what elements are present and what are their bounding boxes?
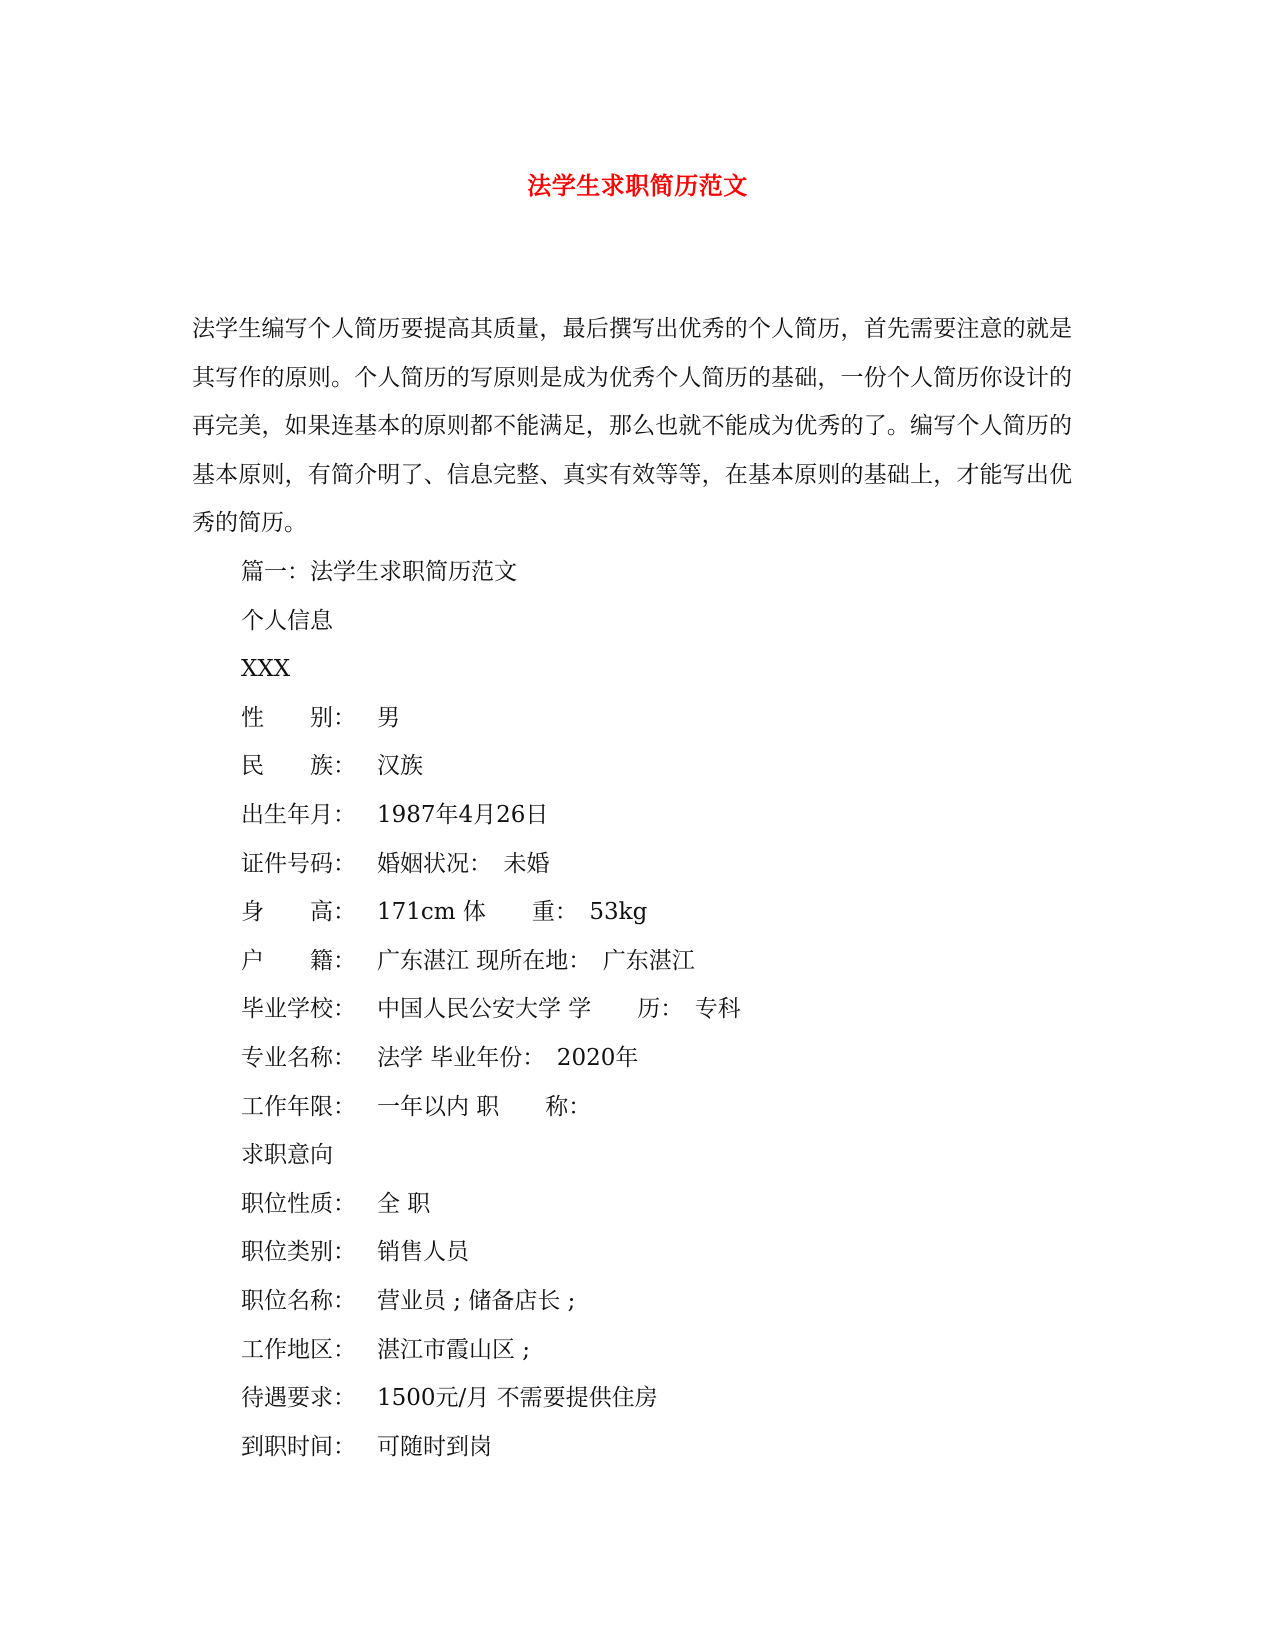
field-value: 中国人民公安大学 学 历： 专科 [377, 996, 741, 1023]
resume-field-row [241, 1277, 1061, 1326]
field-label: 户 籍： [241, 947, 356, 974]
field-label: 毕业学校： [241, 996, 356, 1023]
field-value: 销售人员 [377, 1239, 469, 1266]
field-value: 1500元/月 不需要提供住房 [377, 1385, 658, 1412]
resume-field-row [241, 1034, 1061, 1083]
resume-field-row [241, 985, 1061, 1034]
resume-field-row [241, 1228, 1061, 1277]
resume-field-row [241, 1083, 1061, 1132]
section-heading: 篇一：法学生求职简历范文 [241, 559, 517, 585]
field-label: 性 别： [241, 704, 356, 731]
resume-field-row [241, 742, 1061, 791]
field-value: 一年以内 职 称： [377, 1093, 592, 1120]
resume-field-row [241, 937, 1061, 986]
field-value: 171cm 体 重： 53kg [377, 899, 648, 926]
field-label: 工作年限： [241, 1093, 356, 1120]
resume-field-row [241, 1326, 1061, 1375]
field-label: 职位性质： [241, 1190, 356, 1217]
field-value: 广东湛江 现所在地： 广东湛江 [377, 947, 695, 974]
field-value: 法学 毕业年份： 2020年 [377, 1044, 639, 1071]
section-heading: 个人信息 [241, 607, 333, 634]
resume-field-row [241, 840, 1061, 889]
field-label: 待遇要求： [241, 1385, 356, 1412]
intro-paragraph: 法学生编写个人简历要提高其质量，最后撰写出优秀的个人简历，首先需要注意的就是其写作的原则。个人简历的写原则是成为优秀个人简历的基础，一份个人简历你设计的再完美，如果连基本的原则都不能满足，那么也就不能成为优秀的了。编写个人简历的基本原则，有简介明了、信息完整、真实有效等等，在基本原则的基础上，才能写出优秀的简历。 [192, 316, 1072, 536]
field-label: 工作地区： [241, 1336, 356, 1363]
field-label: 专业名称： [241, 1044, 356, 1071]
field-value: 营业员 ; 储备店长 ; [377, 1287, 576, 1314]
field-label: 到职时间： [241, 1433, 356, 1460]
section-heading: XXX [241, 656, 291, 683]
field-value: 男 [377, 704, 400, 731]
section-heading: 求职意向 [241, 1142, 333, 1169]
field-value: 全 职 [377, 1190, 431, 1217]
field-value: 可随时到岗 [377, 1433, 492, 1460]
field-label: 出生年月： [241, 801, 356, 828]
resume-field-row [241, 1374, 1061, 1423]
field-value: 湛江市霞山区 ; [377, 1336, 531, 1363]
field-label: 证件号码： [241, 850, 356, 877]
field-value: 婚姻状况： 未婚 [377, 850, 550, 877]
resume-field-row [241, 888, 1061, 937]
field-label: 职位类别： [241, 1239, 356, 1266]
resume-field-row [241, 694, 1061, 743]
resume-field-row [241, 1423, 1061, 1472]
resume-lines [241, 548, 1061, 1471]
field-value: 汉族 [377, 753, 423, 780]
document-title: 法学生求职简历范文 [527, 171, 748, 200]
resume-field-row [241, 1180, 1061, 1229]
field-value: 1987年4月26日 [377, 801, 549, 828]
field-label: 职位名称： [241, 1287, 356, 1314]
field-label: 身 高： [241, 899, 356, 926]
field-label: 民 族： [241, 753, 356, 780]
resume-field-row [241, 791, 1061, 840]
